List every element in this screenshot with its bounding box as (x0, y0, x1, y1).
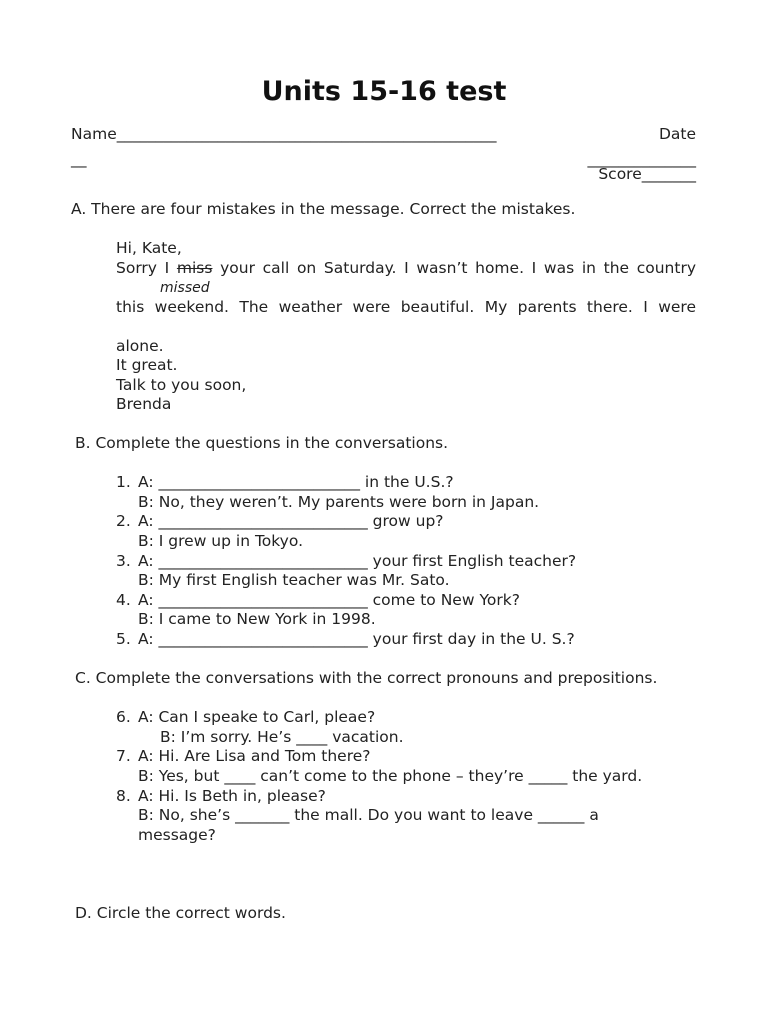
list-item-answer: B: No, she’s _______ the mall. Do you want to leave ______ a (138, 806, 599, 824)
list-item-answer: B: Yes, but ____ can’t come to the phone – they’re _____ the yard. (138, 767, 643, 785)
date-field: ______________ (587, 150, 696, 168)
section-a-heading: A. There are four mistakes in the message. Correct the mistakes. (71, 200, 576, 218)
list-item-answer: B: I grew up in Tokyo. (138, 532, 303, 550)
message-line-1 (116, 258, 696, 278)
score-field: Score_______ (598, 165, 696, 183)
page-title: Units 15-16 test (261, 76, 507, 107)
list-item-answer: B: I’m sorry. He’s ____ vacation. (160, 728, 404, 746)
line1-before: Sorry I (116, 259, 170, 277)
list-item: 8. A: Hi. Is Beth in, please? (116, 787, 326, 805)
list-item-answer: B: No, they weren’t. My parents were born in Japan. (138, 493, 540, 511)
list-item: 4. A: ___________________________ come to New York? (116, 591, 520, 609)
message-greeting: Hi, Kate, (116, 239, 182, 257)
list-item: 6. A: Can I speake to Carl, pleae? (116, 708, 376, 726)
message-closing: Talk to you soon, (116, 376, 247, 394)
struck-word: miss (176, 259, 213, 277)
list-item-answer-cont: message? (138, 826, 216, 844)
line1-after: your call on Saturday. I wasn’t home. I was in the country (220, 259, 696, 277)
handwritten-correction: missed (160, 280, 210, 296)
list-item: 1. A: __________________________ in the U.S.? (116, 473, 454, 491)
list-item-answer: B: I came to New York in 1998. (138, 610, 376, 628)
name-field: Name_________________________________________________ (71, 125, 497, 143)
list-item: 2. A: ___________________________ grow up? (116, 512, 444, 530)
section-b-heading: B. Complete the questions in the conversations. (75, 434, 449, 452)
message-signature: Brenda (116, 395, 172, 413)
date-label: Date (658, 125, 696, 143)
message-line-4: It great. (116, 356, 178, 374)
section-d-heading: D. Circle the correct words. (75, 904, 286, 922)
date-wrap-line: __ (71, 150, 87, 168)
list-item: 5. A: ___________________________ your first day in the U. S.? (116, 630, 575, 648)
section-c-heading: C. Complete the conversations with the correct pronouns and prepositions. (75, 669, 658, 687)
list-item: 3. A: ___________________________ your first English teacher? (116, 552, 577, 570)
message-line-2: this weekend. The weather were beautiful. My parents there. I were (116, 298, 696, 316)
message-line-3: alone. (116, 337, 164, 355)
list-item-answer: B: My first English teacher was Mr. Sato. (138, 571, 450, 589)
list-item: 7. A: Hi. Are Lisa and Tom there? (116, 747, 371, 765)
